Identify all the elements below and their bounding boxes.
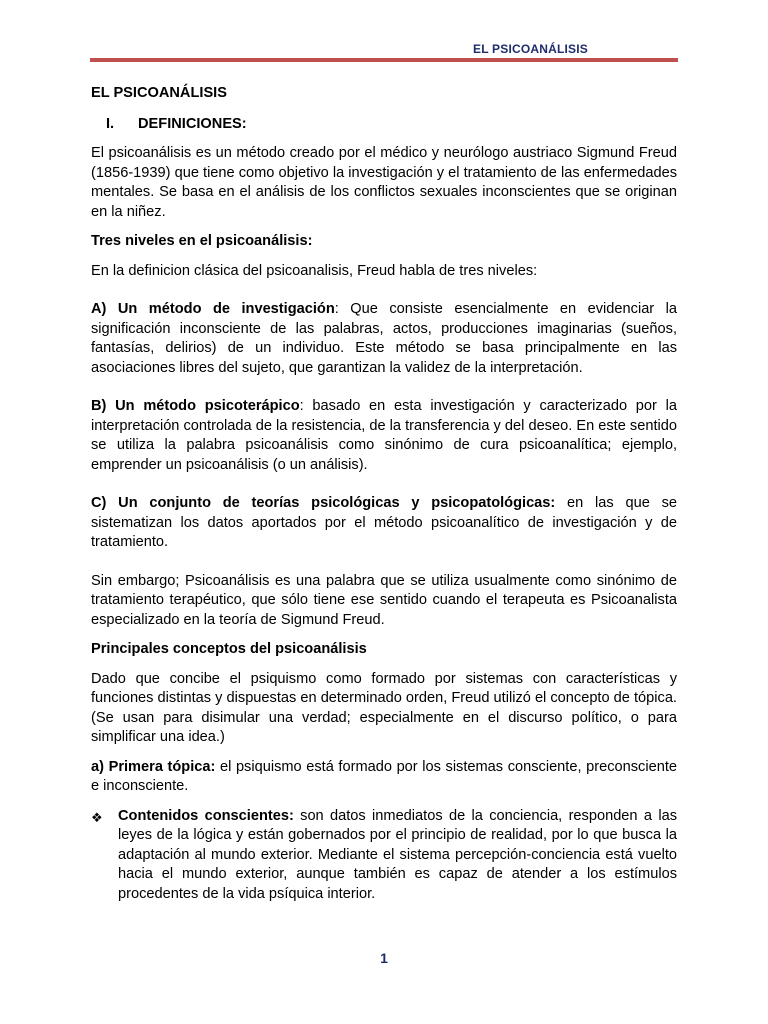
header-rule — [90, 58, 678, 62]
nivel-c-text: en las que se sistematizan los datos aportados por el método psicoanalítico de investigación y de tratamiento. — [91, 495, 677, 550]
bullet-item — [91, 807, 677, 905]
diamond-bullet-icon: ❖ — [91, 809, 103, 825]
header-title: EL PSICOANÁLISIS — [473, 42, 588, 56]
conceptos-heading: Principales conceptos del psicoanálisis — [91, 641, 367, 657]
primera-topica-paragraph — [91, 758, 677, 797]
conceptos-paragraph: Dado que concibe el psiquismo como formado por sistemas con características y funciones distintas y dispuestas en determinado orden, Freud utilizó el concepto de tópica. (Se usan para disimular una verdad; especialmente en el discurso político, o para simplificar una idea.) — [91, 670, 677, 745]
bullet-label: Contenidos conscientes: — [118, 807, 294, 824]
sin-embargo-paragraph: Sin embargo; Psicoanálisis es una palabra que se utiliza usualmente como sinónimo de tratamiento terapéutico, que sólo tiene ese sentido cuando el terapeuta es Psicoanalista especializado en la teoría de Sigmund Freud. — [91, 572, 677, 628]
nivel-a-paragraph — [91, 300, 677, 378]
document-body — [91, 84, 677, 904]
intro-paragraph: El psicoanálisis es un método creado por el médico y neurólogo austriaco Sigmund Freud (1856-1939) que tiene como objetivo la investigación y el tratamiento de las enfermedades mentales. Se basa en el análisis de los conflictos sexuales inconscientes que se originan en la niñez. — [91, 145, 677, 220]
nivel-a-label: A) Un método de investigación — [91, 301, 335, 317]
nivel-b-text: : basado en esta investigación y caracterizado por la interpretación controlada de la resistencia, de la transferencia y del deseo. En este sentido se utiliza la palabra psicoanálisis como sinónimo de cura psicoanalítica; ejemplo, emprender un psicoanálisis (o un análisis). — [91, 398, 677, 473]
page-header — [0, 0, 768, 70]
nivel-b-paragraph — [91, 397, 677, 475]
primera-topica-text: el psiquismo está formado por los sistemas consciente, preconsciente e inconsciente. — [91, 758, 677, 794]
niveles-lead: En la definicion clásica del psicoanalisis, Freud habla de tres niveles: — [91, 262, 538, 279]
nivel-b-label: B) Un método psicoterápico — [91, 398, 300, 414]
document-title: EL PSICOANÁLISIS — [91, 85, 227, 101]
section-label: DEFINICIONES: — [138, 115, 247, 132]
section-number: I. — [106, 115, 115, 132]
niveles-heading: Tres niveles en el psicoanálisis: — [91, 233, 313, 249]
page-number: 1 — [380, 950, 388, 966]
section-heading — [91, 115, 677, 135]
nivel-a-text: : Que consiste esencialmente en evidenciar la significación inconsciente de las palabras, actos, producciones imaginarias (sueños, fantasías, delirios) de un individuo. Este método se basa principalmente en las asociaciones libres del sujeto, que garantizan la validez de la interpretación. — [91, 301, 677, 376]
primera-topica-label: a) Primera tópica: — [91, 758, 216, 775]
bullet-text: son datos inmediatos de la conciencia, responden a las leyes de la lógica y están gobernados por el principio de realidad, por lo que busca la adaptación al mundo exterior. Mediante el sistema percepción-conciencia está vuelto hacia el mundo exterior, aunque también es capaz de atender a los estímulos procedentes de la vida psíquica interior. — [118, 807, 677, 902]
nivel-c-label: C) Un conjunto de teorías psicológicas y psicopatológicas: — [91, 495, 556, 511]
nivel-c-paragraph — [91, 494, 677, 553]
